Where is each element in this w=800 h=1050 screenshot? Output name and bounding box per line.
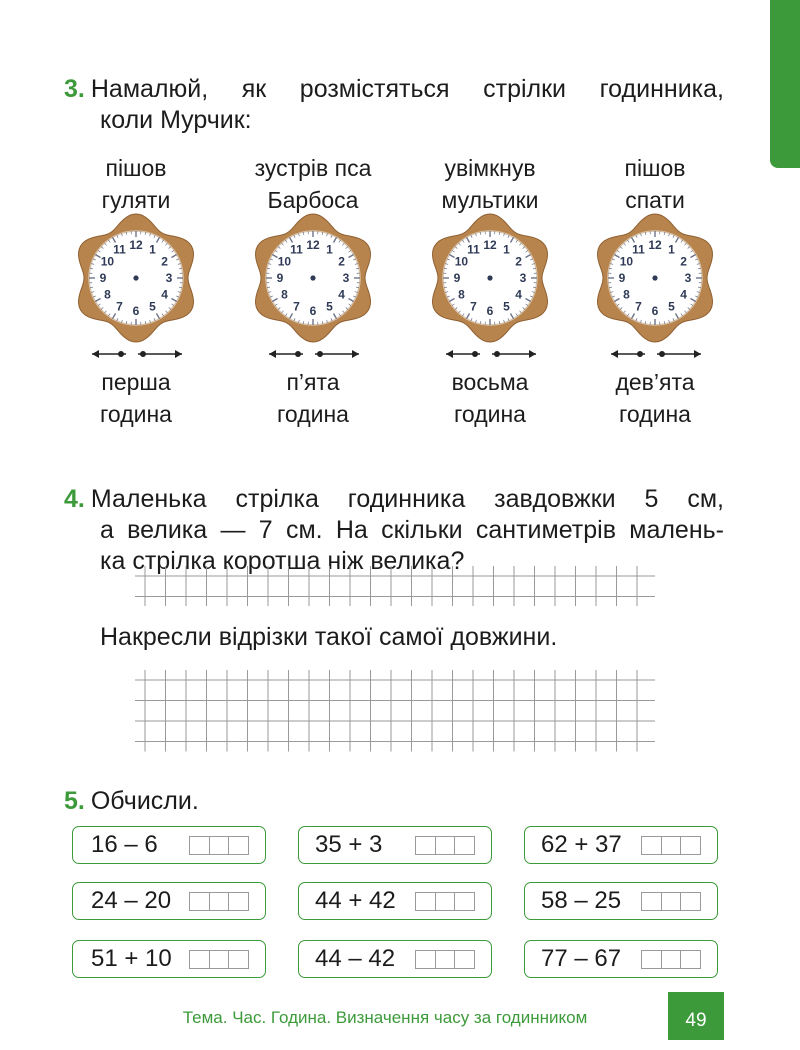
answer-cells[interactable] — [415, 950, 475, 969]
task-3-number: 3. — [64, 75, 85, 103]
clock-center-dot — [487, 275, 492, 280]
answer-cell[interactable] — [416, 951, 436, 968]
clock-number: 6 — [487, 304, 494, 318]
clock-number: 10 — [101, 255, 115, 269]
answer-cell[interactable] — [642, 837, 662, 854]
task-3-line-2: коли Мурчик: — [64, 105, 724, 136]
task-4-instruction: Накресли відрізки такої самої довжини. — [100, 622, 557, 653]
clock-number: 1 — [326, 242, 333, 256]
clock-hands-cutout[interactable] — [86, 347, 186, 361]
answer-cell[interactable] — [190, 837, 210, 854]
clock-number: 12 — [129, 238, 143, 252]
answer-cell[interactable] — [436, 893, 456, 910]
clock-number: 12 — [648, 238, 662, 252]
expression-box — [524, 940, 718, 978]
clock-caption-top-1: зустрів пса — [233, 152, 393, 184]
task-5-title: Обчисли. — [91, 787, 199, 815]
answer-cell[interactable] — [210, 837, 230, 854]
clock-number: 3 — [685, 271, 692, 285]
answer-cell[interactable] — [210, 951, 230, 968]
clock-number: 11 — [467, 242, 480, 256]
task-5 — [64, 786, 199, 817]
answer-cell[interactable] — [455, 951, 474, 968]
expression-box — [298, 882, 492, 920]
hour-hand-icon[interactable] — [611, 350, 645, 358]
answer-cell[interactable] — [662, 893, 682, 910]
clock-caption-bottom-2: година — [233, 398, 393, 430]
clock-number: 8 — [458, 288, 465, 302]
clock-caption-bottom-1: дев’ята — [575, 366, 735, 398]
clock-number: 4 — [161, 288, 168, 302]
expression-text: 51 + 10 — [91, 940, 172, 978]
minute-hand-icon[interactable] — [315, 350, 359, 358]
clock-number: 11 — [632, 242, 645, 256]
clock-face[interactable] — [424, 212, 556, 344]
clock-caption-top-1: увімкнув — [410, 152, 570, 184]
clock-hands-cutout[interactable] — [263, 347, 363, 361]
hour-hand-icon[interactable] — [92, 350, 126, 358]
hour-hand-icon[interactable] — [269, 350, 303, 358]
clock-number: 3 — [166, 271, 173, 285]
expression-box — [72, 882, 266, 920]
answer-cells[interactable] — [641, 950, 701, 969]
clock-number: 10 — [278, 255, 292, 269]
clock-number: 2 — [680, 255, 687, 269]
answer-cells[interactable] — [189, 950, 249, 969]
clock-number: 9 — [619, 271, 626, 285]
clock-number: 2 — [161, 255, 168, 269]
clock-number: 12 — [306, 238, 320, 252]
hour-hand-icon[interactable] — [446, 350, 480, 358]
expression-box — [72, 826, 266, 864]
answer-cell[interactable] — [229, 893, 248, 910]
clock-hands-cutout[interactable] — [605, 347, 705, 361]
clock-center-dot — [133, 275, 138, 280]
clock-number: 7 — [293, 300, 300, 314]
clock-caption-bottom-2: година — [575, 398, 735, 430]
clock-number: 1 — [149, 242, 156, 256]
task-4-line-3: ка стрілка коротша ніж велика? — [64, 546, 724, 577]
answer-cells[interactable] — [415, 892, 475, 911]
clock-caption-top-2: мультики — [410, 184, 570, 216]
drawing-grid[interactable] — [135, 670, 655, 752]
clock-number: 11 — [113, 242, 126, 256]
task-4-number: 4. — [64, 485, 85, 513]
clock-caption-bottom-2: година — [410, 398, 570, 430]
chapter-tab — [770, 0, 800, 168]
clock-caption-top-1: пішов — [56, 152, 216, 184]
answer-grid-short[interactable] — [135, 566, 655, 606]
clock-number: 5 — [503, 300, 510, 314]
clock-hands-cutout[interactable] — [440, 347, 540, 361]
page-number: 49 — [668, 992, 724, 1040]
clock-number: 5 — [326, 300, 333, 314]
minute-hand-icon[interactable] — [657, 350, 701, 358]
minute-hand-icon[interactable] — [492, 350, 536, 358]
clock-number: 9 — [454, 271, 461, 285]
answer-cell[interactable] — [662, 951, 682, 968]
expression-box — [298, 940, 492, 978]
clock-caption-top-2: спати — [575, 184, 735, 216]
answer-cell[interactable] — [642, 893, 662, 910]
expression-text: 24 – 20 — [91, 882, 171, 920]
expression-box — [524, 826, 718, 864]
clock-number: 6 — [310, 304, 317, 318]
clock-caption-bottom-1: перша — [56, 366, 216, 398]
clock-face[interactable] — [247, 212, 379, 344]
clock-number: 4 — [680, 288, 687, 302]
task-4 — [64, 484, 724, 577]
answer-cell[interactable] — [416, 893, 436, 910]
clock-number: 2 — [515, 255, 522, 269]
clock-number: 1 — [503, 242, 510, 256]
minute-hand-icon[interactable] — [138, 350, 182, 358]
clock-number: 7 — [635, 300, 642, 314]
clock-caption-top-2: гуляти — [56, 184, 216, 216]
clock-number: 12 — [483, 238, 497, 252]
answer-cell[interactable] — [681, 893, 700, 910]
expression-text: 44 – 42 — [315, 940, 395, 978]
clock-number: 8 — [623, 288, 630, 302]
clock-number: 2 — [338, 255, 345, 269]
answer-cells[interactable] — [641, 836, 701, 855]
task-5-number: 5. — [64, 787, 85, 815]
expression-box — [298, 826, 492, 864]
answer-cell[interactable] — [229, 837, 248, 854]
clock-number: 3 — [520, 271, 527, 285]
expression-text: 62 + 37 — [541, 826, 622, 864]
answer-cells[interactable] — [189, 892, 249, 911]
clock-number: 9 — [277, 271, 284, 285]
expression-box — [72, 940, 266, 978]
answer-cells[interactable] — [415, 836, 475, 855]
expression-text: 35 + 3 — [315, 826, 382, 864]
clock-face[interactable] — [70, 212, 202, 344]
clock-caption-bottom-2: година — [56, 398, 216, 430]
answer-cell[interactable] — [416, 837, 436, 854]
expression-text: 16 – 6 — [91, 826, 158, 864]
task-3 — [64, 74, 724, 136]
clock-number: 11 — [290, 242, 303, 256]
clock-number: 7 — [470, 300, 477, 314]
clock-number: 9 — [100, 271, 107, 285]
answer-cell[interactable] — [229, 951, 248, 968]
answer-cell[interactable] — [455, 893, 474, 910]
answer-cell[interactable] — [190, 893, 210, 910]
clock-number: 8 — [281, 288, 288, 302]
expression-text: 44 + 42 — [315, 882, 396, 920]
clock-caption-top-1: пішов — [575, 152, 735, 184]
clock-center-dot — [652, 275, 657, 280]
clock-caption-bottom-1: восьма — [410, 366, 570, 398]
task-3-line-1: 3. Намалюй, як розмістяться стрілки годинника, — [64, 74, 724, 105]
clock-number: 5 — [668, 300, 675, 314]
expression-text: 58 – 25 — [541, 882, 621, 920]
clock-center-dot — [310, 275, 315, 280]
clock-number: 4 — [515, 288, 522, 302]
clock-number: 6 — [652, 304, 659, 318]
answer-cell[interactable] — [190, 951, 210, 968]
answer-cell[interactable] — [681, 951, 700, 968]
task-4-line-2: а велика — 7 см. На скільки сантиметрів малень- — [64, 515, 724, 546]
clock-caption-bottom-1: п’ята — [233, 366, 393, 398]
clock-number: 10 — [620, 255, 634, 269]
answer-cell[interactable] — [681, 837, 700, 854]
clock-number: 6 — [133, 304, 140, 318]
clock-number: 10 — [455, 255, 469, 269]
clock-face[interactable] — [589, 212, 721, 344]
expression-text: 77 – 67 — [541, 940, 621, 978]
clock-number: 3 — [343, 271, 350, 285]
clock-number: 7 — [116, 300, 123, 314]
task-4-line-1: 4. Маленька стрілка годинника завдовжки 5 см, — [64, 484, 724, 515]
answer-cell[interactable] — [436, 837, 456, 854]
answer-cells[interactable] — [189, 836, 249, 855]
answer-cell[interactable] — [455, 837, 474, 854]
answer-cell[interactable] — [436, 951, 456, 968]
answer-cell[interactable] — [642, 951, 662, 968]
clock-number: 5 — [149, 300, 156, 314]
answer-cell[interactable] — [662, 837, 682, 854]
clock-number: 4 — [338, 288, 345, 302]
expression-box — [524, 882, 718, 920]
clock-number: 8 — [104, 288, 111, 302]
footer-topic: Тема. Час. Година. Визначення часу за годинником — [120, 1008, 650, 1028]
clock-caption-top-2: Барбоса — [233, 184, 393, 216]
answer-cell[interactable] — [210, 893, 230, 910]
clock-number: 1 — [668, 242, 675, 256]
answer-cells[interactable] — [641, 892, 701, 911]
